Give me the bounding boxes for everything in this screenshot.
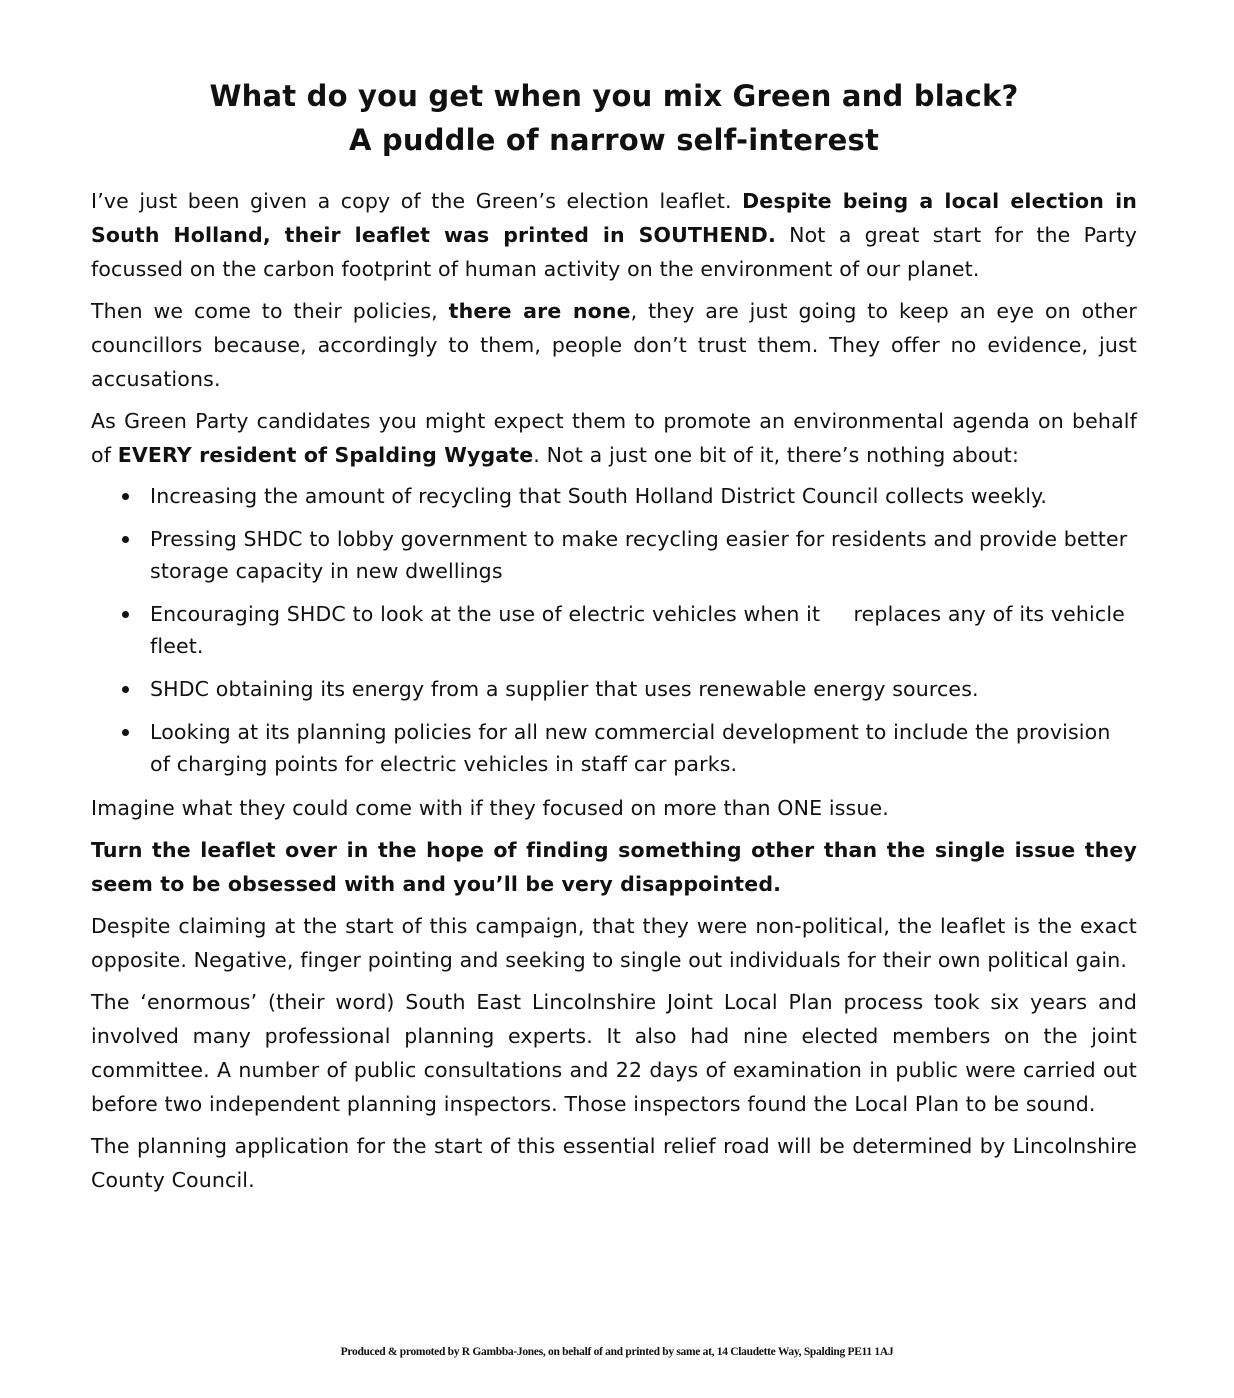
paragraph-relief-road: The planning application for the start of this essential relief road will be determined by Lincolnshire County Council. (91, 1134, 1137, 1192)
list-item-text: Pressing SHDC to lobby government to make recycling easier for residents and provide better storage capacity in new dwellings (150, 527, 1128, 583)
candidates-bold-text: EVERY resident of Spalding Wygate (117, 443, 534, 467)
bullet-icon (122, 493, 129, 500)
leaflet-page (91, 74, 1137, 1205)
paragraph-turn-over (91, 833, 1137, 901)
paragraph-policies (91, 294, 1137, 396)
policies-text: Then we come to their policies, (91, 299, 449, 323)
policies-text-end: , they are just going to keep an eye on other councillors because, accordingly to them, people don’t trust them. They offer no evidence, just accusations. (91, 299, 1137, 391)
bullet-icon (122, 686, 129, 693)
intro-text-end: Not a great start for the Party focussed on the carbon footprint of human activity on the environment of our planet. (91, 223, 1137, 281)
bullet-icon (122, 536, 129, 543)
headline (91, 74, 1137, 162)
bullet-list (91, 480, 1137, 780)
bullet-icon (122, 729, 129, 736)
list-item (150, 673, 1137, 705)
list-item-text: SHDC obtaining its energy from a supplier that uses renewable energy sources. (150, 677, 979, 701)
bullet-icon (122, 611, 129, 618)
paragraph-non-political: Despite claiming at the start of this campaign, that they were non-political, the leaflet is the exact opposite. Negative, finger pointing and seeking to single out individuals for their own political gain. (91, 914, 1137, 972)
list-item (150, 716, 1137, 780)
paragraph-candidates (91, 404, 1137, 472)
paragraph-local-plan: The ‘enormous’ (their word) South East Lincolnshire Joint Local Plan process took six years and involved many professional planning experts. It also had nine elected members on the joint committee. A number of public consultations and 22 days of examination in public were carried out before two independent planning inspectors. Those inspectors found the Local Plan to be sound. (91, 990, 1137, 1116)
paragraph-intro (91, 184, 1137, 286)
headline-line-2: A puddle of narrow self-interest (348, 123, 880, 157)
headline-line-1: What do you get when you mix Green and black? (209, 79, 1019, 113)
list-item-text: Increasing the amount of recycling that South Holland District Council collects weekly. (150, 484, 1048, 508)
paragraph-one-issue: Imagine what they could come with if they focused on more than ONE issue. (91, 796, 889, 820)
turn-over-bold-text: Turn the leaflet over in the hope of finding something other than the single issue they seem to be obsessed with and you’ll be very disappointed. (91, 838, 1137, 896)
imprint-footer: Produced & promoted by R Gambba-Jones, on behalf of and printed by same at, 14 Claudette Way, Spalding PE11 1AJ (340, 1346, 894, 1358)
intro-bold-text: Despite being a local election in South Holland, their leaflet was printed in SOUTHEND. (91, 189, 1137, 247)
list-item-text: Encouraging SHDC to look at the use of electric vehicles when it replaces any of its vehicle fleet. (150, 602, 1132, 658)
policies-bold-text: there are none (448, 299, 631, 323)
candidates-text-end: . Not a just one bit of it, there’s nothing about: (533, 443, 1020, 467)
list-item (150, 598, 1137, 662)
list-item-text: Looking at its planning policies for all new commercial development to include the provision of charging points for electric vehicles in staff car parks. (150, 720, 1111, 776)
intro-text: I’ve just been given a copy of the Green’s election leaflet. (91, 189, 743, 213)
list-item (150, 480, 1137, 512)
list-item (150, 523, 1137, 587)
candidates-text: As Green Party candidates you might expect them to promote an environmental agenda on behalf of (91, 409, 1137, 467)
